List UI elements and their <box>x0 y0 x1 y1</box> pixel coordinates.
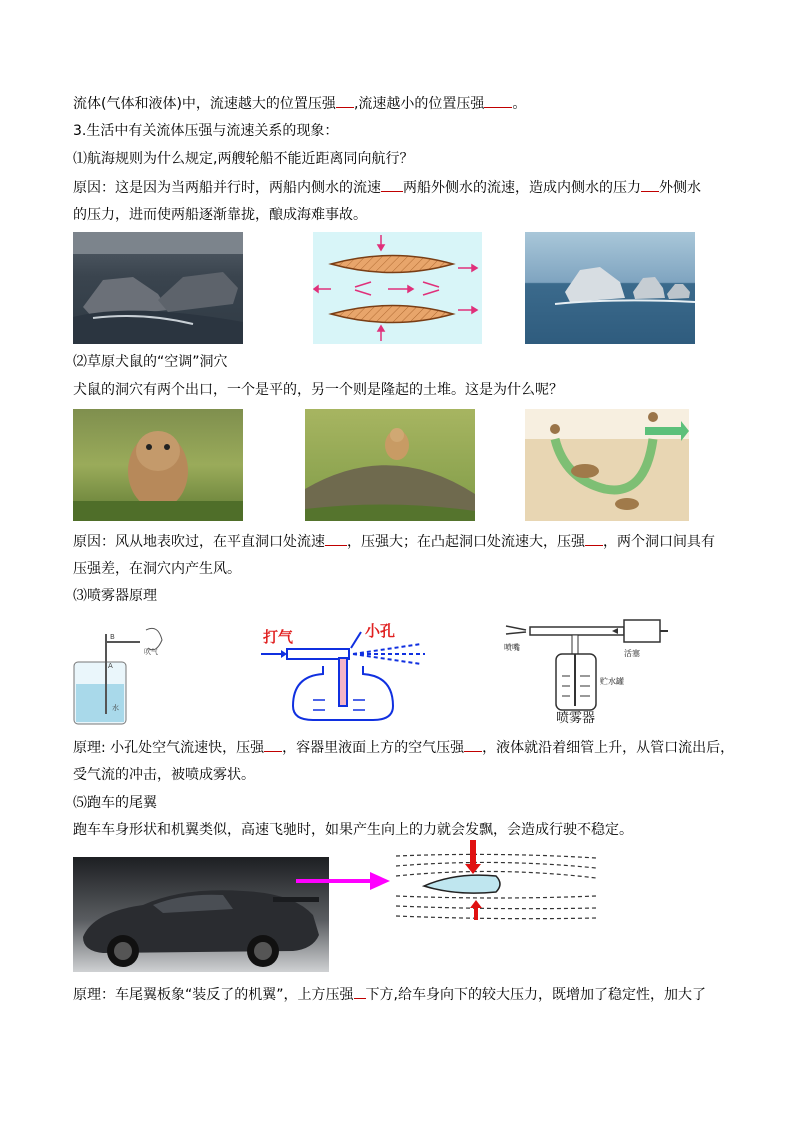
label-tank: 贮水罐 <box>600 677 624 686</box>
burrow-diagram-image <box>525 409 689 521</box>
reason-ships-line2: 的压力，进而使两船逐渐靠拢，酿成海难事故。 <box>73 207 367 223</box>
sprayer-diagram-1 <box>66 614 186 726</box>
sports-car-photo <box>73 857 329 972</box>
section-heading-3: 3.生活中有关流体压强与流速关系的现象： <box>73 123 339 139</box>
text-segment: 外侧水 <box>659 180 701 196</box>
burrow-diagram <box>525 409 689 521</box>
reason-burrow-line1 <box>73 531 715 552</box>
text-segment: ，压强大；在凸起洞口处流速大，压强 <box>347 534 585 550</box>
label-hole: 小孔 <box>365 622 396 640</box>
section-sprayer: ⑶喷雾器原理 <box>73 588 157 604</box>
sprayer-diagram-2-image <box>253 614 433 726</box>
ships-diagram <box>313 232 482 344</box>
text-segment: 流体(气体和液体)中，流速越大的位置压强 <box>73 96 336 112</box>
prairie-dog-photo-2 <box>305 409 475 521</box>
reason-burrow-line2: 压强差，在洞穴内产生风。 <box>73 561 241 577</box>
answer-blank[interactable] <box>325 531 347 546</box>
wing-flow-diagram <box>296 838 726 928</box>
text-segment: ，液体就沿着细管上升，从管口流出后， <box>482 740 735 756</box>
sprayer-diagram-2 <box>253 614 433 726</box>
text-segment: ,流速越小的位置压强 <box>353 96 485 112</box>
prairie-dog-photo-1 <box>73 409 243 521</box>
answer-blank[interactable] <box>641 177 659 192</box>
question-ships: ⑴航海规则为什么规定,两艘轮船不能近距离同向航行？ <box>73 151 414 167</box>
reason-ships-line1 <box>73 177 701 198</box>
answer-blank[interactable] <box>464 737 482 752</box>
text-segment: 原理: 小孔处空气流速快，压强 <box>73 740 265 756</box>
answer-blank[interactable] <box>585 531 603 546</box>
answer-blank[interactable] <box>381 177 403 192</box>
label-nozzle: 喷嘴 <box>504 643 520 652</box>
answer-blank[interactable] <box>354 984 366 999</box>
section-sports-car: ⑸跑车的尾翼 <box>73 795 157 811</box>
principle-sprayer-line1 <box>73 737 734 758</box>
ships-photo-1-image <box>73 232 243 344</box>
ships-photo-2 <box>525 232 695 344</box>
prairie-dog-question: 犬鼠的洞穴有两个出口，一个是平的，另一个则是隆起的土堆。这是为什么呢？ <box>73 382 563 398</box>
prairie-dog-photo-1-image <box>73 409 243 521</box>
principle-sprayer-line2: 受气流的冲击，被喷成雾状。 <box>73 767 255 783</box>
sprayer-diagram-1-image <box>66 614 186 726</box>
principle-spoiler <box>73 984 706 1005</box>
text-segment: 原理：车尾翼板象“装反了的机翼”，上方压强 <box>73 987 354 1003</box>
label-piston: 活塞 <box>624 649 640 658</box>
sprayer-diagram-3 <box>500 614 670 726</box>
sports-car-image <box>73 857 329 972</box>
label-b: B <box>110 633 115 641</box>
text-segment: 。 <box>512 96 527 112</box>
label-water: 水 <box>112 704 119 712</box>
text-segment: ，容器里液面上方的空气压强 <box>282 740 465 756</box>
answer-blank[interactable] <box>336 93 354 108</box>
ships-photo-2-image <box>525 232 695 344</box>
text-segment: 原因：风从地表吹过，在平直洞口处流速 <box>73 534 325 550</box>
ships-flow-diagram <box>313 232 482 344</box>
text-segment: 原因：这是因为当两船并行时，两船内侧水的流速 <box>73 180 381 196</box>
paragraph-flow-pressure <box>73 93 526 114</box>
text-segment: ，两个洞口间具有 <box>603 534 715 550</box>
sprayer-caption: 喷雾器 <box>556 711 596 726</box>
answer-blank[interactable] <box>484 93 512 108</box>
ships-photo-1 <box>73 232 243 344</box>
section-prairie-dog: ⑵草原犬鼠的“空调”洞穴 <box>73 354 228 370</box>
wing-flow-diagram-image <box>296 838 726 928</box>
label-a: A <box>108 662 113 670</box>
sports-car-description: 跑车车身形状和机翼类似，高速飞驰时，如果产生向上的力就会发飘，会造成行驶不稳定。 <box>73 822 633 838</box>
text-segment: 两船外侧水的流速，造成内侧水的压力 <box>403 180 641 196</box>
sprayer-diagram-3-image <box>500 614 670 726</box>
label-blow: 吹气 <box>144 648 158 656</box>
prairie-dog-photo-2-image <box>305 409 475 521</box>
label-pump: 打气 <box>263 628 294 646</box>
text-segment: 下方,给车身向下的较大压力，既增加了稳定性，加大了 <box>365 987 706 1003</box>
answer-blank[interactable] <box>264 737 282 752</box>
